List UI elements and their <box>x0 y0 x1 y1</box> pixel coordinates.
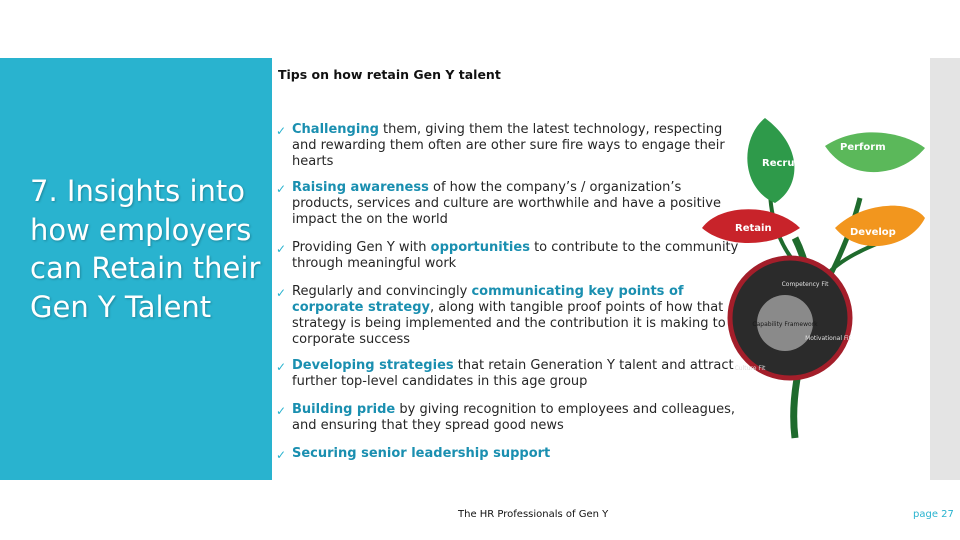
list-item <box>276 284 746 348</box>
slide-title: 7. Insights into how employers can Retain their Gen Y Talent <box>30 174 261 324</box>
leaf-label-perform: Perform <box>840 142 886 153</box>
bullet-highlight: Building pride <box>292 402 396 417</box>
checkmark-bullet-icon: ✓ <box>276 286 287 300</box>
ring-label-competency: Competency Fit <box>781 281 829 288</box>
bullet-text: that retain Generation Y talent and attract further top-level candidates in this age group <box>292 358 734 389</box>
page-number: page 27 <box>913 509 954 520</box>
bullet-text: of how the company’s / organization’s products, services and culture are worthwhile and have a positive impact the on the world <box>292 180 721 227</box>
bullet-highlight: Raising awareness <box>292 180 429 195</box>
framework-center-label: Capability Framework <box>752 321 818 328</box>
checkmark-bullet-icon: ✓ <box>276 242 287 256</box>
right-accent-strip <box>930 58 960 480</box>
list-item <box>276 122 746 170</box>
bullet-lead: Regularly and convincingly <box>292 284 472 299</box>
bullet-text: by giving recognition to employees and colleagues, and ensuring that they spread good news <box>292 402 736 433</box>
bullet-highlight: opportunities <box>430 240 530 255</box>
list-item <box>276 402 746 434</box>
list-item <box>276 180 746 228</box>
footer-text: The HR Professionals of Gen Y <box>458 509 609 520</box>
list-item <box>276 446 746 462</box>
bullet-highlight: Challenging <box>292 122 379 137</box>
list-item <box>276 240 746 272</box>
checkmark-bullet-icon: ✓ <box>276 448 287 462</box>
bullet-highlight: Developing strategies <box>292 358 454 373</box>
leaf-label-recruit: Recruit <box>762 158 803 169</box>
ring-label-motivational: Motivational Fit <box>805 335 851 342</box>
slide-subtitle: Tips on how retain Gen Y talent <box>278 67 501 82</box>
checkmark-bullet-icon: ✓ <box>276 404 287 418</box>
bullet-highlight: Securing senior leadership support <box>292 446 551 461</box>
bullet-lead: Providing Gen Y with <box>292 240 431 255</box>
tips-list <box>276 122 746 474</box>
bullet-text: , along with tangible proof points of how that strategy is being implemented and the contribution it is making to corporate success <box>292 300 726 347</box>
checkmark-bullet-icon: ✓ <box>276 124 287 138</box>
checkmark-bullet-icon: ✓ <box>276 360 287 374</box>
ring-label-culture: Culture Fit <box>734 365 766 372</box>
list-item <box>276 358 746 390</box>
leaf-label-develop: Develop <box>850 227 896 238</box>
bullet-text: to contribute to the community through meaningful work <box>292 240 739 271</box>
leaf-label-retain: Retain <box>735 223 772 234</box>
bullet-highlight: communicating key points of corporate strategy <box>292 284 684 315</box>
bullet-text: them, giving them the latest technology, respecting and rewarding them often are other sure fire ways to engage their hearts <box>292 122 725 169</box>
checkmark-bullet-icon: ✓ <box>276 182 287 196</box>
